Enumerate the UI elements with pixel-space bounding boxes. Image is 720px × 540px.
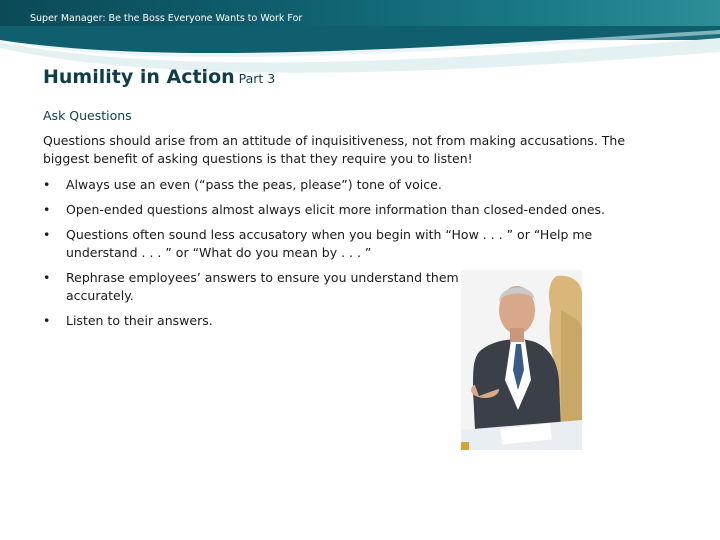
slide-title [43, 66, 275, 88]
intro-paragraph: Questions should arise from an attitude of inquisitiveness, not from making accusations. The biggest benefit of asking questions is that they require you to listen! [43, 133, 626, 166]
bullet-item [43, 201, 663, 219]
bullet-text: Listen to their answers. [66, 313, 213, 328]
slide-title-main: Humility in Action [43, 66, 235, 88]
bullet-text: Questions often sound less accusatory when you begin with “How . . . ” or “Help me understand . . . ” or “What do you mean by . . . ” [66, 227, 593, 260]
bullet-dot: • [43, 177, 51, 192]
section-heading: Ask Questions [43, 108, 132, 123]
course-title: Super Manager: Be the Boss Everyone Wants to Work For [30, 13, 303, 24]
bullet-item [43, 269, 466, 305]
bullet-text: Rephrase employees’ answers to ensure you understand them accurately. [66, 270, 459, 303]
bullet-item [43, 176, 663, 194]
bullet-item [43, 226, 663, 262]
photo-illustration [461, 270, 582, 450]
bullet-dot: • [43, 313, 51, 328]
bullet-text: Open-ended questions almost always elicit more information than closed-ended ones. [66, 202, 606, 217]
bullet-dot: • [43, 227, 51, 242]
slide-title-part: Part 3 [238, 71, 276, 86]
bullet-dot: • [43, 270, 51, 285]
bullet-item [43, 312, 466, 330]
bullet-dot: • [43, 202, 51, 217]
photo-manager-listening [461, 270, 582, 450]
bullet-text: Always use an even (“pass the peas, please”) tone of voice. [66, 177, 442, 192]
